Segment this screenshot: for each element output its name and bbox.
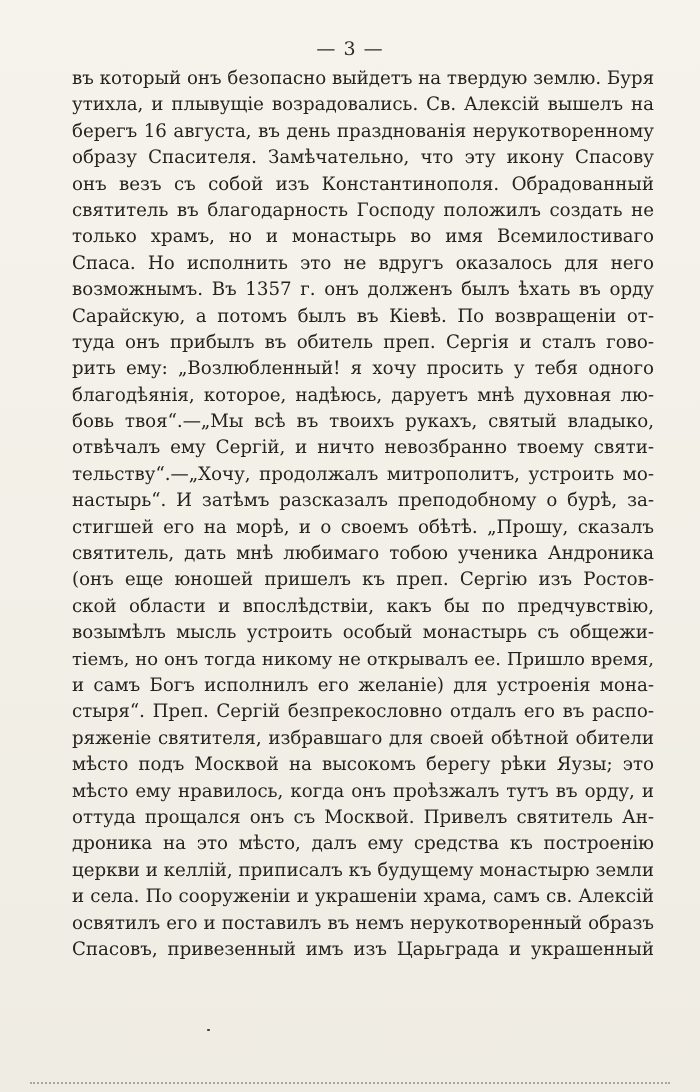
ink-speck	[207, 1029, 210, 1031]
text-line: святитель, дать мнѣ любимаго тобою ученика Андроника	[72, 543, 654, 565]
text-line: стыря“. Преп. Сергій безпрекословно отдалъ его въ распо-	[72, 701, 654, 723]
text-line: мѣсто ему нравилось, когда онъ проѣзжалъ тутъ въ орду, и	[72, 780, 654, 802]
text-line: тельству“.—„Хочу, продолжалъ митрополитъ, устроить мо-	[72, 463, 654, 485]
text-line: возможнымъ. Въ 1357 г. онъ долженъ былъ ѣхать въ орду	[72, 279, 654, 301]
text-line: мѣсто подъ Москвой на высокомъ берегу рѣки Яузы; это	[72, 754, 654, 776]
text-line: рить ему: „Возлюбленный! я хочу просить у тебя одного	[72, 358, 654, 380]
text-line: образу Спасителя. Замѣчательно, что эту икону Спасову	[72, 147, 654, 169]
text-line: Сарайскую, а потомъ былъ въ Кіевѣ. По возвращеніи от-	[72, 305, 654, 327]
text-line: ской области и впослѣдствіи, какъ бы по предчувствію,	[72, 595, 654, 617]
text-line: освятилъ его и поставилъ въ немъ нерукотворенный образъ	[72, 912, 654, 934]
text-line: Спасовъ, привезенный имъ изъ Царьграда и украшенный	[72, 938, 654, 960]
text-line: Спаса. Но исполнить это не вдругъ оказалось для него	[72, 252, 654, 274]
text-line: дроника на это мѣсто, далъ ему средства къ построенію	[72, 833, 654, 855]
text-line: святитель въ благодарность Господу положилъ создать не	[72, 199, 654, 221]
body-text	[72, 66, 654, 963]
text-line: утихла, и плывущіе возрадовались. Св. Алексій вышелъ на	[72, 94, 654, 116]
text-line: оттуда прощался онъ съ Москвой. Привелъ святитель Ан-	[72, 806, 654, 828]
scan-edge-artifact	[30, 1082, 670, 1088]
text-line: ряженіе святителя, избравшаго для своей обѣтной обители	[72, 727, 654, 749]
text-line: отвѣчалъ ему Сергій, и ничто невозбранно твоему святи-	[72, 437, 654, 459]
text-line: и самъ Богъ исполнилъ его желаніе) для устроенія мона-	[72, 674, 654, 696]
text-line: (онъ еще юношей пришелъ къ преп. Сергію изъ Ростов-	[72, 569, 654, 591]
text-line: берегъ 16 августа, въ день празднованія нерукотворенному	[72, 120, 654, 142]
text-line: возымѣлъ мысль устроить особый монастырь съ общежи-	[72, 622, 654, 644]
text-line: въ который онъ безопасно выйдетъ на твердую землю. Буря	[72, 68, 655, 89]
text-line: церкви и келлій, приписалъ къ будущему монастырю земли	[72, 859, 654, 881]
text-line: и села. По сооруженіи и украшеніи храма, самъ св. Алексій	[72, 886, 654, 908]
text-line: бовь твоя“.—„Мы всѣ въ твоихъ рукахъ, святый владыко,	[72, 411, 654, 433]
page-number: — 3 —	[316, 38, 384, 60]
text-line: благодѣянія, которое, надѣюсь, даруетъ мнѣ духовная лю-	[72, 384, 654, 406]
text-line: только храмъ, но и монастырь во имя Всемилостиваго	[72, 226, 654, 248]
text-line: настырь“. И затѣмъ разсказалъ преподобному о бурѣ, за-	[72, 490, 654, 512]
text-line: стигшей его на морѣ, и о своемъ обѣтѣ. „Прошу, сказалъ	[72, 516, 654, 538]
text-line: туда онъ прибылъ въ обитель преп. Сергія и сталъ гово-	[72, 331, 654, 353]
text-line: онъ везъ съ собой изъ Константинополя. Обрадованный	[72, 173, 654, 195]
text-line: тіемъ, но онъ тогда никому не открывалъ ее. Пришло время,	[72, 648, 654, 670]
